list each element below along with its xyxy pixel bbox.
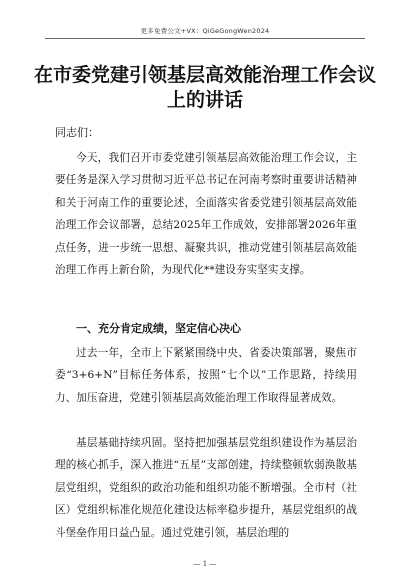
paragraph-foundation: 基层基础持续巩固。坚持把加强基层党组织建设作为基层治理的核心抓手，深入推进“五星”支部创建，持续整顿软弱涣散基层党组织，党组织的政治功能和组织功能不断增强。全市村（社区）党组织标准化规范化建设达标率稳步提升，基层党组织的战斗堡垒作用日益凸显。通过党建引领，基层治理的 xyxy=(55,437,357,539)
greeting: 同志们： xyxy=(55,126,99,139)
page-number: — 1 — xyxy=(193,560,217,568)
document-title: 在市委党建引领基层高效能治理工作会议上的讲话 xyxy=(33,64,376,111)
paragraph-intro: 今天，我们召开市委党建引领基层高效能治理工作会议，主要任务是深入学习贯彻习近平总书记在河南考察时重要讲话精神和关于河南工作的重要论述，全面落实省委党建引领基层高效能治理工作会议部署，总结2025年工作成效，安排部署2026年重点任务，进一步统一思想、凝聚共识，推动党建引领基层高效能治理工作再上新台阶，为现代化**建设夯实坚实支撑。 xyxy=(55,152,357,277)
paragraph-achievements: 过去一年，全市上下紧紧围绕中央、省委决策部署，聚焦市委“3+6+N”目标任务体系，按照“七个以”工作思路，持续用力、加压奋进，党建引领基层高效能治理工作取得显著成效。 xyxy=(55,347,357,404)
header-note: 更多免费公文+VX：QiGeGongWen2024 xyxy=(140,27,270,35)
header-divider xyxy=(45,38,365,39)
section-heading: 一、充分肯定成绩，坚定信心决心 xyxy=(76,322,241,335)
